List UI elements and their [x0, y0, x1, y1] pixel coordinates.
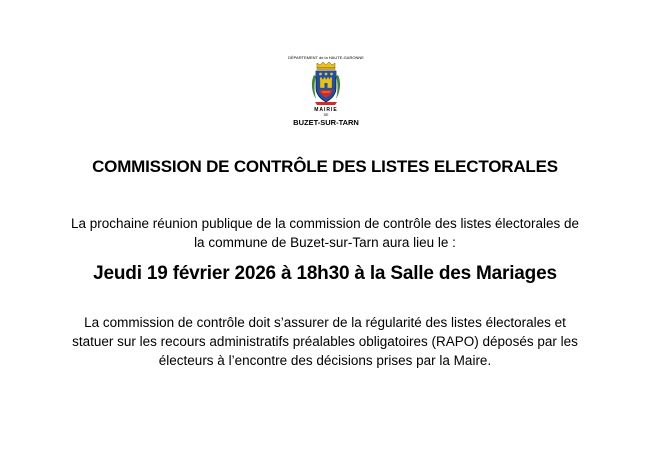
logo-de-text: DE: [323, 113, 329, 117]
intro-paragraph: [40, 214, 610, 252]
logo-town-name: BUZET-SUR-TARN: [293, 118, 359, 127]
page-title: COMMISSION DE CONTRÔLE DES LISTES ELECTORALES: [92, 157, 558, 176]
logo-department-text: DÉPARTEMENT de la HAUTE-GARONNE: [288, 55, 364, 60]
body-line-2: statuer sur les recours administratifs préalables obligatoires (RAPO) déposés par les: [72, 334, 578, 349]
intro-line-1: La prochaine réunion publique de la commission de contrôle des listes électorales de: [70, 216, 580, 231]
intro-line-2: la commune de Buzet-sur-Tarn aura lieu le :: [194, 235, 456, 250]
logo-mairie-text: MAIRIE: [314, 107, 338, 113]
body-line-1: La commission de contrôle doit s’assurer de la régularité des listes électorales et: [84, 315, 566, 330]
body-paragraph: [40, 313, 610, 370]
coat-of-arms-icon: [310, 61, 342, 107]
body-line-3: électeurs à l’encontre des décisions prises par la Maire.: [158, 353, 492, 368]
mairie-logo: [284, 55, 368, 129]
meeting-date-heading: Jeudi 19 février 2026 à 18h30 à la Salle des Mariages: [93, 263, 557, 284]
